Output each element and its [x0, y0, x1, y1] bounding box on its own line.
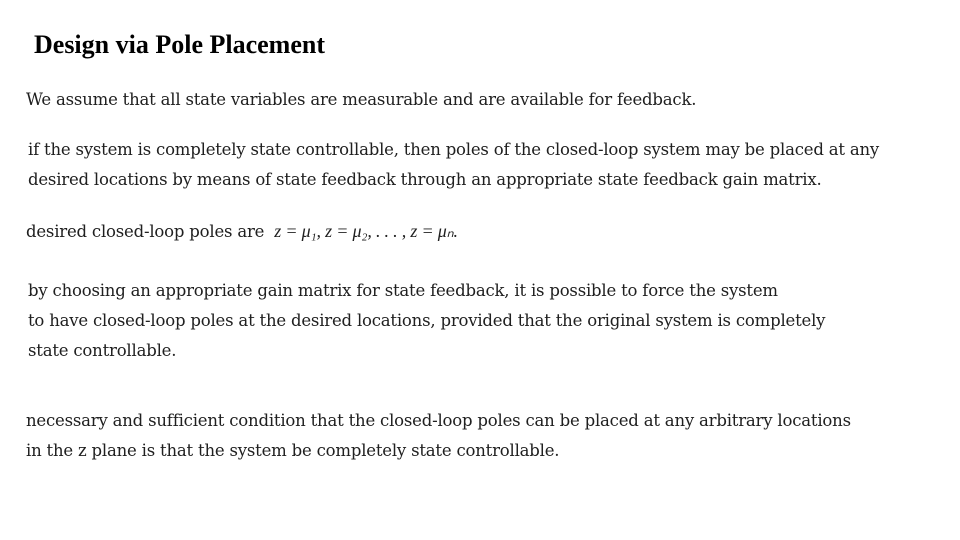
text-line: [26, 216, 458, 247]
desired-poles-text: desired closed-loop poles are: [26, 222, 265, 241]
paragraph-assumption: [26, 85, 696, 115]
text-line: desired locations by means of state feedback through an appropriate state feedback gain matrix.: [28, 170, 822, 189]
paragraph-controllability: [28, 135, 879, 195]
paragraph-gain-matrix: [28, 276, 825, 366]
text-line: in the z plane is that the system be completely state controllable.: [26, 441, 560, 460]
paragraph-desired-poles: [26, 216, 458, 247]
text-line: necessary and sufficient condition that the closed-loop poles can be placed at any arbitrary locations: [26, 411, 851, 430]
text-line: if the system is completely state controllable, then poles of the closed-loop system may be placed at any: [28, 140, 880, 159]
text-line: to have closed-loop poles at the desired locations, provided that the original system is completely: [28, 311, 826, 330]
text-line: by choosing an appropriate gain matrix for state feedback, it is possible to force the system: [28, 281, 778, 300]
text-line: state controllable.: [28, 341, 177, 360]
paragraph-necessary-condition: [26, 406, 851, 466]
slide-title: Design via Pole Placement: [34, 30, 325, 59]
text-line: We assume that all state variables are measurable and are available for feedback.: [26, 90, 697, 109]
poles-equation: z = μ₁, z = μ₂, . . . , z = μₙ.: [274, 221, 458, 241]
